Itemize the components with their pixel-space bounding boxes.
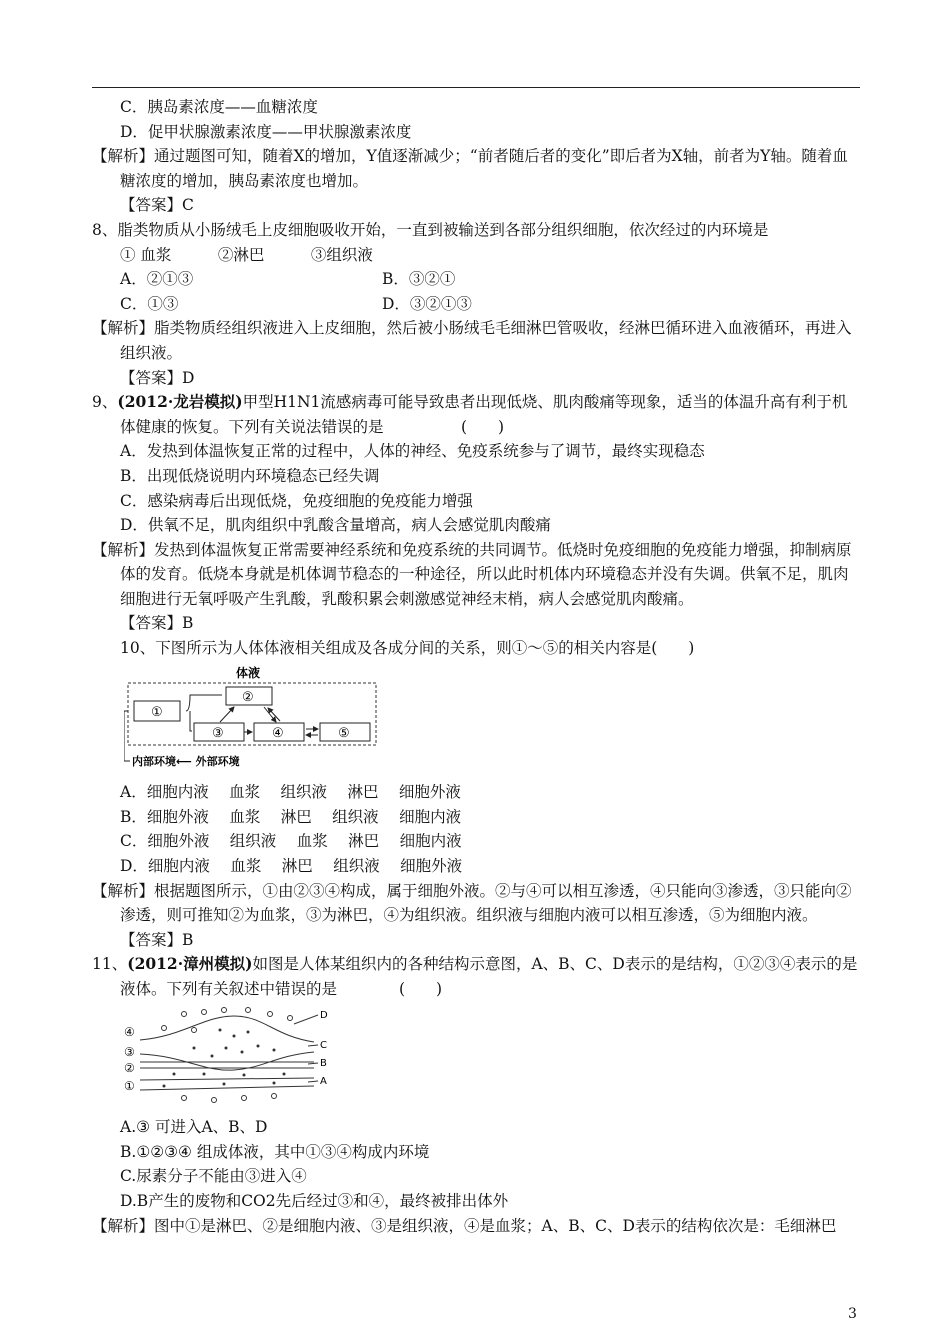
- label-3: ③: [124, 1044, 135, 1059]
- option-d: D．供氧不足，肌肉组织中乳酸含量增高，病人会感觉肌肉酸痛: [120, 516, 551, 535]
- answer-text: 【答案】B: [120, 614, 194, 633]
- page-number: 3: [848, 1306, 857, 1322]
- box-1-label: ①: [151, 704, 163, 720]
- question-number: 11、: [92, 955, 128, 974]
- label-a: A: [320, 1075, 327, 1087]
- question-9: [92, 390, 862, 439]
- vessel-line-4: [140, 1086, 314, 1090]
- option-c: C.尿素分子不能由③进入④: [120, 1167, 307, 1186]
- option-d: D．促甲状腺激素浓度——甲状腺激素浓度: [120, 122, 412, 141]
- diagram-bottom-label: 内部环境⟵ 外部环境: [132, 754, 240, 768]
- body-fluid-diagram-svg: [124, 665, 384, 769]
- right-labels: [320, 1010, 328, 1087]
- box-4-label: ④: [272, 725, 284, 741]
- option-c: C．细胞外液 组织液 血浆 淋巴 细胞内液: [120, 832, 462, 851]
- box-5-label: ⑤: [338, 725, 350, 741]
- page-content: [92, 95, 862, 1238]
- diagram-title: 体液: [236, 665, 261, 680]
- arrow-3-2: [220, 707, 234, 722]
- question-text: 如图是人体某组织内的各种结构示意图，A、B、C、D表示的是结构，①②③④表示的是液体。下列有关叙述中错误的是 ( ): [120, 955, 858, 998]
- body-fluid-diagram: [124, 665, 862, 777]
- label-d: D: [320, 1009, 328, 1021]
- option-b: B．细胞外液 血浆 淋巴 组织液 细胞内液: [120, 807, 462, 826]
- capillary-lower: [140, 1052, 314, 1070]
- tissue-structure-diagram: [124, 1006, 862, 1112]
- question-8: 8、脂类物质从小肠绒毛上皮细胞吸收开始，一直到被输送到各部分组织细胞，依次经过的内环境是: [92, 220, 769, 239]
- option-b: B．出现低烧说明内环境稳态已经失调: [120, 466, 380, 485]
- option-c: C．感染病毒后出现低烧，免疫细胞的免疫能力增强: [120, 491, 473, 510]
- outer-line: [124, 711, 130, 761]
- analysis-text: 【解析】通过题图可知，随着X的增加，Y值逐渐减少；“前者随后者的变化”即后者为X轴，前者为Y轴。随着血糖浓度的增加，胰岛素浓度也增加。: [92, 147, 848, 190]
- label-2: ②: [124, 1060, 135, 1075]
- option-d: D.B产生的废物和CO2先后经过③和④，最终被排出体外: [120, 1191, 509, 1210]
- analysis-text: 【解析】图中①是淋巴、②是细胞内液、③是组织液，④是血浆；A、B、C、D表示的结构依次是：毛细淋巴: [92, 1216, 837, 1235]
- box-3-label: ③: [212, 725, 224, 741]
- analysis-text: 【解析】发热到体温恢复正常需要神经系统和免疫系统的共同调节。低烧时免疫细胞的免疫能力增强，抑制病原体的发育。低烧本身就是机体调节稳态的一种途径，所以此时机体内环境稳态并没有失调。供氧不足，肌肉细胞进行无氧呼吸产生乳酸，乳酸积累会刺激感觉神经末梢，病人会感觉肌肉酸痛。: [92, 540, 852, 608]
- label-4: ④: [124, 1024, 135, 1039]
- option-a: A．发热到体温恢复正常的过程中，人体的神经、免疫系统参与了调节，最终实现稳态: [120, 442, 705, 461]
- question-10: 10、下图所示为人体体液相关组成及各成分间的关系，则①～⑤的相关内容是( ): [120, 639, 695, 658]
- option-b: B.①②③④ 组成体液，其中①③④构成内环境: [120, 1142, 430, 1161]
- tissue-structure-diagram-svg: [124, 1006, 334, 1104]
- question-source: (2012·漳州模拟): [127, 954, 253, 974]
- option-c: C．①③: [120, 294, 179, 313]
- question-8-options-ab: [92, 267, 862, 292]
- label-c: C: [320, 1039, 327, 1051]
- analysis-text: 【解析】根据题图所示，①由②③④构成，属于细胞外液。②与④可以相互渗透，④只能向③渗透，③只能向②渗透，则可推知②为血浆，③为淋巴，④为组织液。组织液与细胞内液可以相互渗透，⑤为细胞内液。: [92, 881, 852, 925]
- question-text: 甲型H1N1流感病毒可能导致患者出现低烧、肌肉酸痛等现象，适当的体温升高有利于机体健康的恢复。下列有关说法错误的是 ( ): [120, 393, 848, 436]
- answer-text: 【答案】C: [120, 196, 194, 215]
- question-8-items: ① 血浆 ②淋巴 ③组织液: [120, 245, 373, 264]
- option-c: C．胰岛素浓度——血糖浓度: [120, 98, 318, 116]
- box-2-label: ②: [242, 689, 254, 705]
- label-1: ①: [124, 1078, 135, 1093]
- question-number: 9、: [92, 393, 118, 412]
- option-a: A．②①③: [120, 270, 194, 289]
- option-a: A.③ 可进入A、B、D: [120, 1118, 268, 1137]
- option-b: B．③②①: [382, 270, 456, 289]
- question-source: (2012·龙岩模拟): [117, 392, 243, 412]
- left-labels: [124, 1025, 135, 1093]
- answer-text: 【答案】D: [120, 368, 195, 387]
- label-b: B: [320, 1057, 327, 1069]
- header-rule: [92, 87, 860, 88]
- option-d: D．细胞内液 血浆 淋巴 组织液 细胞外液: [120, 857, 463, 876]
- option-a: A．细胞内液 血浆 组织液 淋巴 细胞外液: [120, 783, 461, 802]
- question-11: [92, 952, 862, 1001]
- vessel-line-3: [140, 1078, 314, 1080]
- answer-text: 【答案】B: [120, 930, 194, 949]
- option-d: D．③②①③: [382, 294, 472, 313]
- analysis-text: 【解析】脂类物质经组织液进入上皮细胞，然后被小肠绒毛毛细淋巴管吸收，经淋巴循环进入血液循环，再进入组织液。: [92, 319, 852, 362]
- question-8-options-cd: [92, 292, 862, 317]
